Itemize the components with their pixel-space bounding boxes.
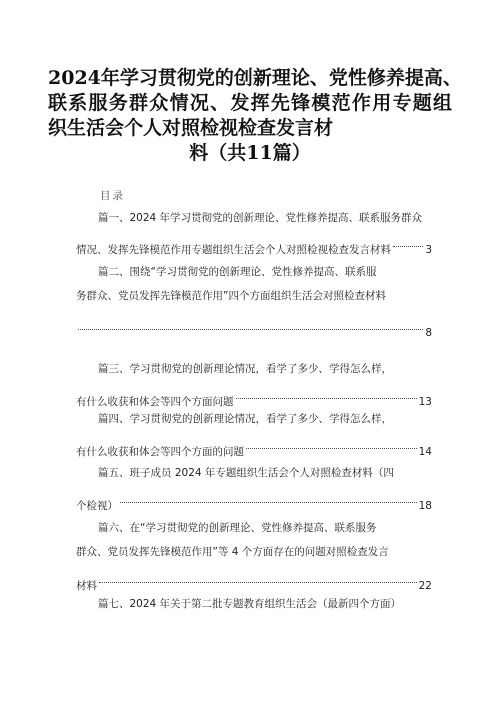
toc-entry-leader-line [76, 488, 432, 512]
toc-entry-text: 篇六、在“学习贯彻党的创新理论、党性修养提高、联系服务 [98, 522, 377, 534]
dot-leader [246, 428, 417, 449]
toc-entry-leader-line [76, 568, 432, 592]
toc-entry-leader-line [76, 434, 432, 458]
dot-leader [99, 562, 417, 583]
dot-leader [236, 378, 417, 399]
toc-entry-text: 篇七、2024 年关于第二批专题教育组织生活会（最新四个方面） [98, 598, 402, 610]
toc-entry-leader-line [76, 232, 432, 256]
toc-page-number: 3 [425, 244, 432, 256]
toc-entry-text: 群众、党员发挥先锋模范作用”等 4 个方面存在的问题对照检查发言 [76, 546, 389, 558]
dot-leader [393, 226, 423, 247]
toc-entry-text: 材料 [76, 580, 97, 592]
toc-entry-text: 个检视） [76, 500, 118, 512]
toc-entry-text: 篇四、学习贯彻党的创新理论情况，看学了多少、学得怎么样， [98, 413, 392, 425]
toc-page-number: 22 [418, 580, 432, 592]
title-line-4: 料（共11篇） [189, 142, 311, 164]
title-line-3: 织生活会个人对照检视检查发言材 [48, 117, 334, 139]
toc-entry-text: 务群众、党员发挥先锋模范作用”四个方面组织生活会对照检查材料 [76, 290, 386, 302]
toc-entry-text: 篇三、学习贯彻党的创新理论情况，看学了多少、学得怎么样， [98, 363, 392, 375]
toc-entry-text: 篇一、2024 年学习贯彻党的创新理论、党性修养提高、联系服务群众 [98, 212, 423, 224]
toc-entry-text: 篇二、围绕“学习贯彻党的创新理论、党性修养提高、联系服 [98, 266, 377, 278]
toc-page-number: 8 [425, 327, 432, 339]
title-line-1: 2024年学习贯彻党的创新理论、党性修养提高、 [48, 67, 462, 89]
toc-heading: 目录 [100, 190, 125, 202]
document-title [48, 66, 462, 166]
toc-page-number: 18 [418, 500, 432, 512]
toc-entry-text: 有什么收获和体会等四个方面问题 [76, 396, 234, 408]
dot-leader [78, 309, 423, 330]
title-line-2: 联系服务群众情况、发挥先锋模范作用专题组 [48, 92, 452, 114]
toc-entry-leader-line [76, 384, 432, 408]
toc-page-number: 14 [418, 446, 432, 458]
toc-entry-leader-line [76, 315, 432, 339]
toc-entry-text: 情况、发挥先锋模范作用专题组织生活会个人对照检视检查发言材料 [76, 244, 391, 256]
toc-entry-text: 有什么收获和体会等四个方面的问题 [76, 446, 244, 458]
dot-leader [120, 482, 417, 503]
toc-page-number: 13 [418, 396, 432, 408]
toc-entry-text: 篇五、班子成员 2024 年专题组织生活会个人对照检查材料（四 [98, 467, 394, 479]
